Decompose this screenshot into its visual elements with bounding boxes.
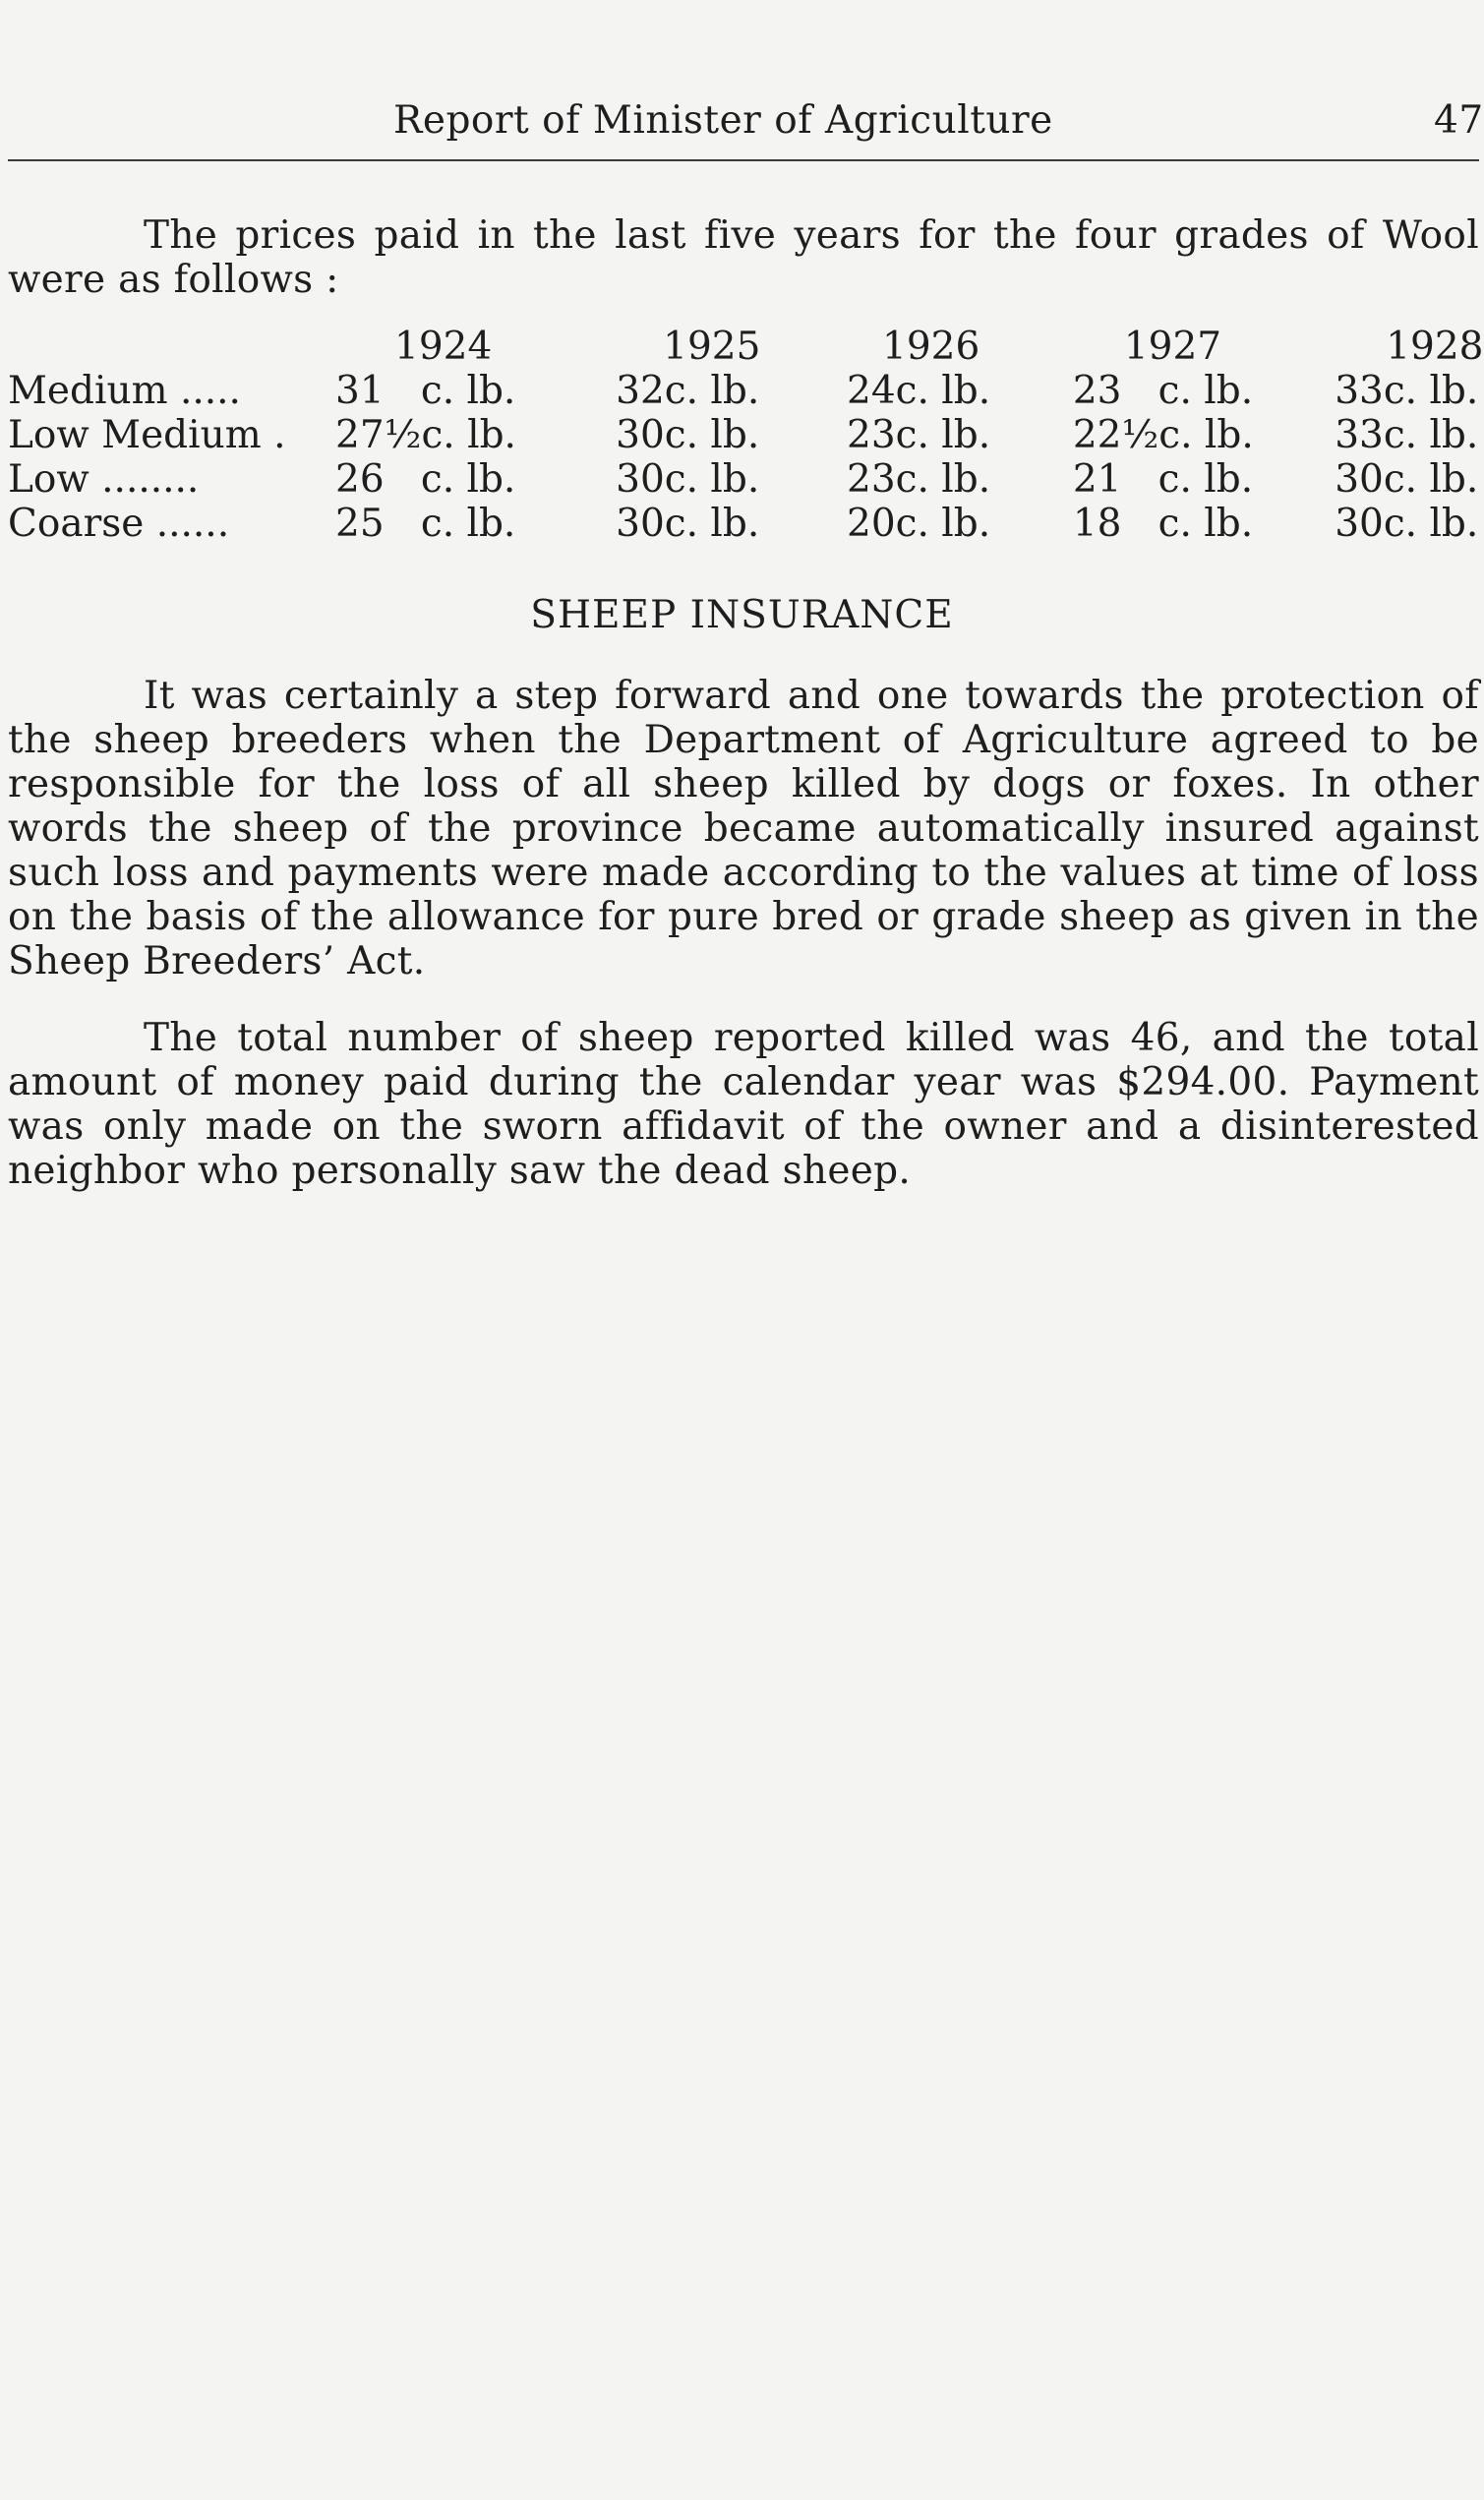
paragraph-text: It was certainly a step forward and one towards the protection of the sheep breeders when the Department of Agriculture agreed to be responsible for the loss of all sheep killed by dogs or foxes. In other words the sheep of the province became automatically insured against such loss and payments were made according to the values at time of loss on the basis of the allowance for pure bred or grade sheep as given in the Sheep Breeders’ Act. xyxy=(8,674,1479,983)
page-number: 47 xyxy=(1434,98,1484,143)
price-cell: 22½c. lb. xyxy=(1072,413,1254,457)
wool-price-table xyxy=(0,325,1484,546)
running-title: Report of Minister of Agriculture xyxy=(393,98,1053,143)
price-cell: 20c. lb. xyxy=(847,502,991,546)
price-cell: 30c. lb. xyxy=(616,413,760,457)
price-cell: 32c. lb. xyxy=(616,369,760,413)
body-paragraph xyxy=(8,1016,1479,1193)
price-cell: 18 c. lb. xyxy=(1072,502,1254,546)
price-cell: 30c. lb. xyxy=(1335,502,1479,546)
grade-header xyxy=(0,325,324,369)
body-paragraph xyxy=(8,674,1479,983)
price-cell: 24c. lb. xyxy=(847,369,991,413)
year-header: 1927 xyxy=(1123,325,1222,369)
table-header-row xyxy=(0,325,1484,369)
year-header: 1926 xyxy=(882,325,980,369)
grade-cell: Low Medium . xyxy=(8,413,286,457)
price-cell: 23c. lb. xyxy=(847,413,991,457)
paragraph-text: The total number of sheep reported killed was 46, and the total amount of money paid during the calendar year was $294.00. Payment was only made on the sworn affidavit of the owner and a disinterested neighbor who personally saw the dead sheep. xyxy=(8,1016,1479,1193)
table-row xyxy=(0,457,1484,502)
price-cell: 33c. lb. xyxy=(1335,413,1479,457)
grade-cell: Low ........ xyxy=(8,457,200,502)
price-cell: 30c. lb. xyxy=(616,502,760,546)
price-cell: 30c. lb. xyxy=(1335,457,1479,502)
table-row xyxy=(0,369,1484,413)
price-cell: 27½c. lb. xyxy=(335,413,516,457)
price-cell: 31 c. lb. xyxy=(335,369,516,413)
table-row xyxy=(0,502,1484,546)
section-heading: SHEEP INSURANCE xyxy=(530,593,954,637)
intro-text: The prices paid in the last five years for the four grades of Wool were as follows : xyxy=(8,213,1479,302)
intro-paragraph xyxy=(8,213,1479,302)
year-header: 1925 xyxy=(663,325,761,369)
year-header: 1924 xyxy=(394,325,493,369)
header-rule xyxy=(8,159,1479,161)
table-row xyxy=(0,413,1484,457)
price-cell: 25 c. lb. xyxy=(335,502,516,546)
price-cell: 21 c. lb. xyxy=(1072,457,1254,502)
price-cell: 23c. lb. xyxy=(847,457,991,502)
grade-cell: Medium ..... xyxy=(8,369,241,413)
grade-cell: Coarse ...... xyxy=(8,502,230,546)
year-header: 1928 xyxy=(1386,325,1484,369)
price-cell: 33c. lb. xyxy=(1335,369,1479,413)
price-cell: 23 c. lb. xyxy=(1072,369,1254,413)
price-cell: 26 c. lb. xyxy=(335,457,516,502)
price-cell: 30c. lb. xyxy=(616,457,760,502)
